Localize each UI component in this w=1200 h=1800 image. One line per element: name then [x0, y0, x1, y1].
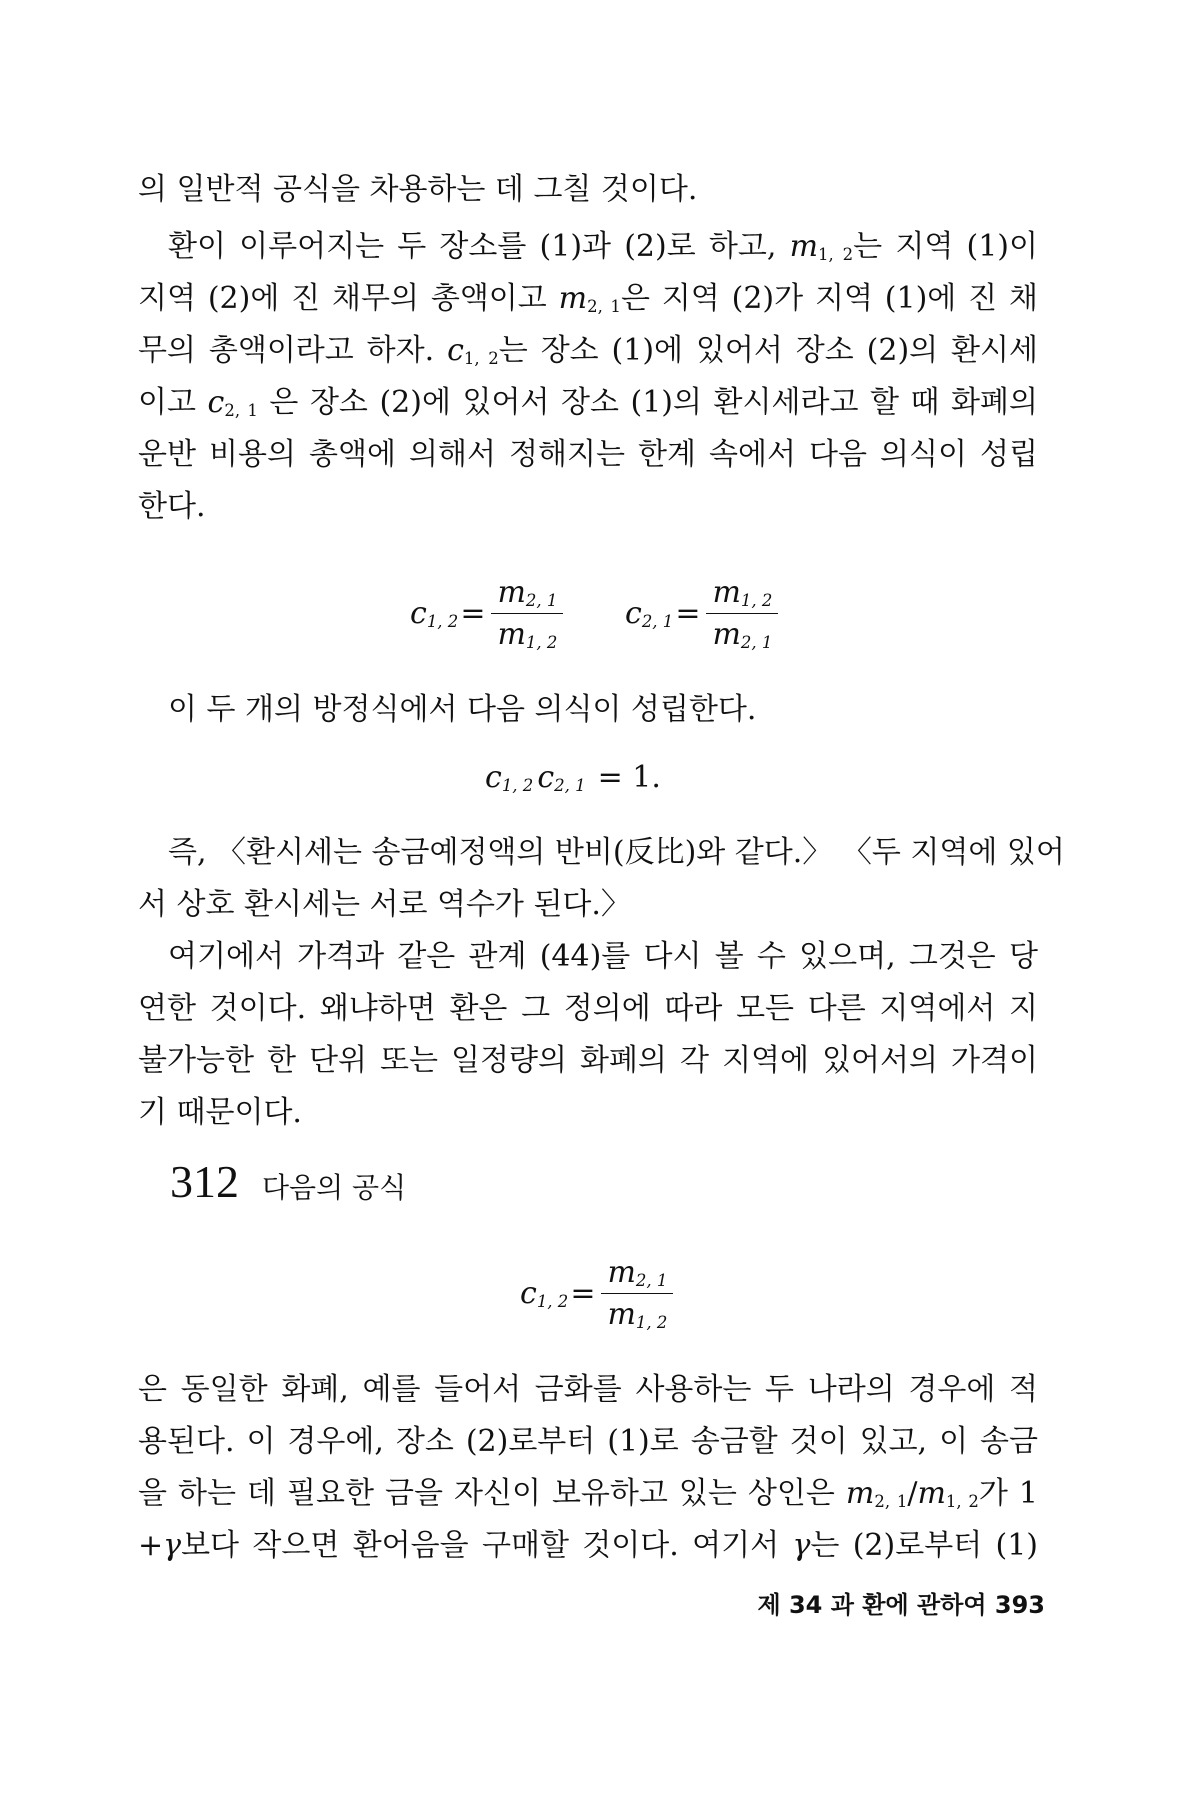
section-number: 312 [170, 1156, 239, 1207]
paragraph-line: 은 동일한 화폐, 예를 들어서 금화를 사용하는 두 나라의 경우에 적 [138, 1372, 1038, 1407]
paragraph-line: 즉, 〈환시세는 송금예정액의 반비(反比)와 같다.〉 〈두 지역에 있어 [168, 835, 1065, 870]
paragraph-line: 서 상호 환시세는 서로 역수가 된다.〉 [138, 887, 631, 922]
paragraph-line: 운반 비용의 총액에 의해서 정해지는 한계 속에서 다음 의식이 성립 [138, 437, 1038, 472]
paragraph-line: 지역 (2)에 진 채무의 총액이고 $m_{2, 1}$은 지역 (2)가 지역 (1)에 진 채 [138, 281, 1038, 317]
paragraph-line: 한다. [138, 489, 206, 524]
paragraph-line: +γ보다 작으면 환어음을 구매할 것이다. 여기서 γ는 (2)로부터 (1) [138, 1528, 1039, 1563]
section-title: 다음의 공식 [262, 1171, 407, 1204]
paragraph-line: 의 일반적 공식을 차용하는 데 그칠 것이다. [138, 172, 698, 207]
equation-c21: $c_{2, 1}$ = $\frac{m_{1, 2}}{m_{2, 1}}$ [625, 575, 778, 652]
page-footer: 제 34 과 환에 관하여 393 [757, 1591, 1045, 1619]
paragraph-line: 이고 $c_{2, 1}$ 은 장소 (2)에 있어서 장소 (1)의 환시세라고 할 때 화폐의 [138, 385, 1038, 421]
paragraph-line: 불가능한 한 단위 또는 일정량의 화폐의 각 지역에 있어서의 가격이 [138, 1043, 1038, 1078]
paragraph-line: 여기에서 가격과 같은 관계 (44)를 다시 볼 수 있으며, 그것은 당 [168, 939, 1038, 974]
paragraph-line: 연한 것이다. 왜냐하면 환은 그 정의에 따라 모든 다른 지역에서 지 [138, 991, 1038, 1026]
paragraph-line: 용된다. 이 경우에, 장소 (2)로부터 (1)로 송금할 것이 있고, 이 송금 [138, 1424, 1038, 1459]
equation-c12: $c_{1, 2}$ = $\frac{m_{2, 1}}{m_{1, 2}}$ [410, 575, 563, 652]
paragraph-line: 무의 총액이라고 하자. $c_{1, 2}$는 장소 (1)에 있어서 장소 (2)의 환시세 [138, 333, 1038, 369]
equation-product: $c_{1, 2}$ $c_{2, 1}$ = 1. [485, 760, 661, 796]
paragraph-line: 기 때문이다. [138, 1095, 302, 1130]
paragraph-line: 을 하는 데 필요한 금을 자신이 보유하고 있는 상인은 $m_{2, 1}/m_{1, 2}$가 1 [138, 1476, 1038, 1512]
equation-c12-single: $c_{1, 2}$ = $\frac{m_{2, 1}}{m_{1, 2}}$ [520, 1255, 673, 1332]
paragraph-line: 이 두 개의 방정식에서 다음 의식이 성립한다. [168, 692, 757, 727]
paragraph-line: 환이 이루어지는 두 장소를 (1)과 (2)로 하고, $m_{1, 2}$는 지역 (1)이 [168, 229, 1038, 265]
